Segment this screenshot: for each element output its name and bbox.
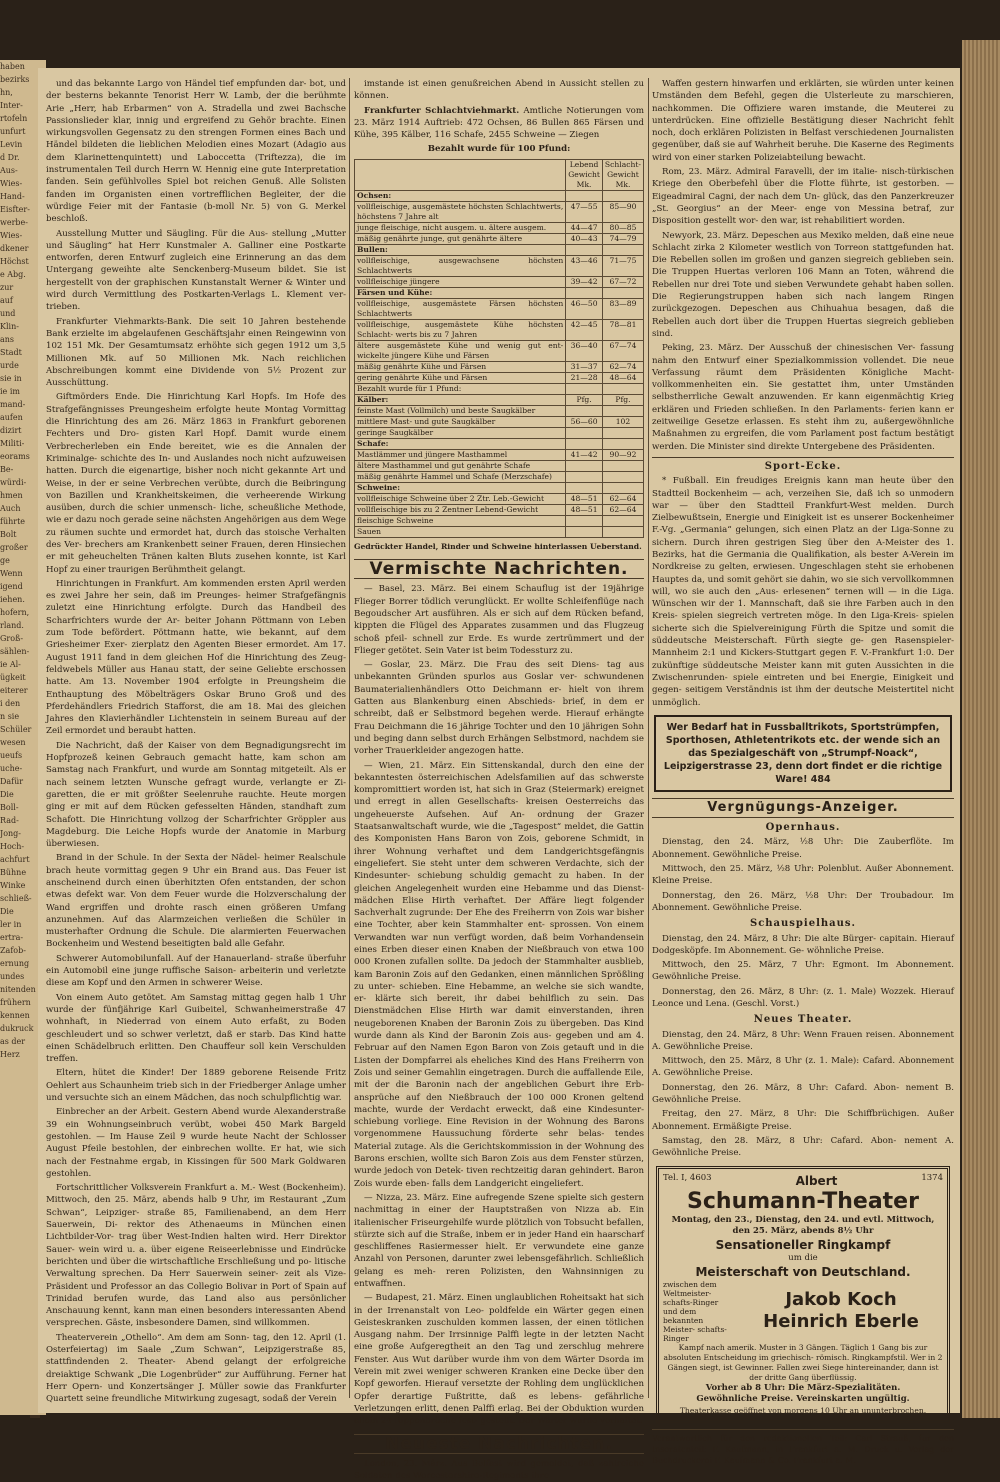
listing-line: Donnerstag, den 26. März, 8 Uhr: (z. 1. Male) Wozzek. Hierauf Leonce und Lena. (Geschl. Vorst.)	[652, 986, 954, 1009]
market-table-row	[355, 449, 644, 460]
prev-page-fragment: ge	[0, 556, 10, 565]
listing-line: Samstag, den 28. März, 8 Uhr: Cafard. Abon- nement A. Gewöhnliche Preise.	[652, 1135, 954, 1159]
prev-page-fragment: sie in	[0, 374, 22, 383]
market-row-live: 21—28	[566, 372, 603, 383]
market-footnote: Gedrückter Handel, Rinder und Schweine hinterlassen Ueberstand.	[354, 541, 642, 551]
amusement-heading: Vergnügungs-Anzeiger.	[652, 798, 954, 818]
article-paragraph: Von einem Auto getötet. Am Samstag mittag gegen halb 1 Uhr wurde der fünfjährige Karl Guibeitel, Schwanheimerstraße 47 wohnhaft, in Niederrad von einem Auto erfaßt, zu Boden geschleudert und so schwer verletzt, daß er starb. Das Kind hatte einen Schädelbruch erlitten. Den Chauffeur soll kein Verschulden treffen.	[46, 992, 346, 1065]
market-table-header	[355, 159, 644, 190]
market-row-live: 56—60	[566, 416, 603, 427]
prev-page-fragment: ernung	[0, 959, 30, 968]
market-row-slaughter: 74—79	[602, 233, 643, 244]
market-row-slaughter: 90—92	[602, 449, 643, 460]
prev-page-fragment: und	[0, 309, 16, 318]
article-paragraph: Ausstellung Mutter und Säugling. Für die Aus- stellung „Mutter und Säugling“ hat Herr Kunstmaler A. Galliner eine Postkarte entworfen, deren Entwurf zugleich eine Erinnerung an das dem Untergang geweihte alte Senckenberg-Museum bildet. Sie ist hergestellt von der graphischen Kunstanstalt Werner & Winter und wird durch Vermittlung des Postkarten-Verlags L. Klement ver- trieben.	[46, 228, 346, 313]
market-table-row	[355, 383, 644, 394]
misc-news-heading: Vermischte Nachrichten.	[354, 559, 644, 579]
prev-page-fragment: Wies-	[0, 231, 23, 240]
market-row-label: ältere ausgemästete Kühe und wenig gut ent- wickelte jüngere Kühe und Färsen	[355, 340, 566, 361]
market-row-label: vollfleischige, ausgemästete Färsen höchsten Schlachtwerts	[355, 298, 566, 319]
prev-page-fragment: dkener	[0, 244, 29, 253]
market-row-label: vollfleischige Schweine über 2 Ztr. Leb.-Gewicht	[355, 493, 566, 504]
market-row-live: 42—45	[566, 319, 603, 340]
market-table-row	[355, 222, 644, 233]
new-theater-listings	[652, 1029, 954, 1160]
market-row-slaughter: 78—81	[602, 319, 643, 340]
telegram-item: Waffen gestern hinwarfen und erklärten, sie würden unter keinen Umständen dem Befehl, gegen die Ulsterleute zu marschieren, nachkommen. Die Offiziere waren imstande, die Meuterei zu unterdrücken. Eine offizielle Bestätigung dieser Nachricht fehlt noch, doch erklären Polizisten in Belfast verschiedenen Journalisten gegenüber, daß sie auf Wahrheit beruhe. Die Kaserne des Regiments wird von einer starken Polizeiabteilung bewacht.	[652, 79, 954, 163]
market-row-slaughter	[602, 287, 643, 298]
market-table-row	[355, 460, 644, 471]
prev-page-fragment: nitenden	[0, 985, 36, 994]
fighters	[739, 1289, 943, 1333]
market-row-label: gering genährte Kühe und Färsen	[355, 372, 566, 383]
market-row-label: vollfleischige, ausgemästete höchsten Schlachtwerts, höchstens 7 Jahre alt	[355, 201, 566, 222]
article-paragraph: Schwerer Automobilunfall. Auf der Hanauerland- straße überfuhr ein Automobil eine junge ruffische Saison- arbeiterin und verletzte diese am Kopf und den Armen in schwerer Weise.	[46, 953, 346, 989]
telegram-item: Peking, 23. März. Der Ausschuß der chinesischen Ver- fassung nahm den Entwurf einer Spezialkommission vollendet. Die neue Verfassung räumt dem Präsidenten Königliche Macht- vollkommenheiten ein. Sie gestattet ihm, unter Umständen selbstherrliche Gewalt anzuwenden. Er kann eigenmächtig Krieg erklären und Frieden schließen. In den Parlaments- ferien kann er zeitweilige Gesetze erlassen. Es steht ihm zu, außergewöhnliche Maßnahmen zu ergreifen, die vom Parlament post factum bestätigt werden. Die Minister sind direkte Untergebene des Präsidenten.	[652, 343, 954, 452]
prev-page-fragment: hmen	[0, 491, 23, 500]
market-row-slaughter: 102	[602, 416, 643, 427]
market-table-row	[355, 201, 644, 222]
market-row-slaughter	[602, 515, 643, 526]
market-row-label: Kälber:	[355, 394, 566, 405]
latest-news-heading: Neueste Nachrichten.	[354, 1434, 644, 1454]
championship-title: Meisterschaft von Deutschland.	[695, 1264, 911, 1279]
news-item: — Goslar, 23. März. Die Frau des seit Diens- tag aus unbekannten Gründen spurlos aus Goslar ver- schwundenen Baumaterialienhändlers Otto Deichmann er- hielt von ihrem Gatten aus Blankenburg einen Abschieds- brief, in dem er schreibt, daß er Selbstmord begehen werde. Hierauf erhängte Frau Deichmann die 16 jährige Tochter und den 10 jährigen Sohn und beging dann selbst durch Erhängen Selbstmord, nachdem sie vorher Trauerkleider angezogen hatte.	[354, 660, 644, 757]
market-row-live	[566, 471, 603, 482]
newspaper-page	[38, 68, 960, 1482]
market-intro	[354, 105, 644, 142]
misc-news	[354, 583, 644, 1427]
market-table-row	[355, 287, 644, 298]
market-header-slaughter: Schlacht- Gewicht Mk.	[602, 159, 643, 190]
market-table-row	[355, 526, 644, 537]
prev-page-fragment: ie Al-	[0, 660, 21, 669]
prev-page-fragment: rtofeln	[0, 114, 28, 123]
prev-page-fragment: Höchst	[0, 257, 29, 266]
prev-page-fragment: eiterer	[0, 686, 28, 695]
strumpf-noack-ad	[654, 715, 952, 792]
market-intro-text: Amtliche Notierungen vom 23. März 1914 Auftrieb: 472 Ochsen, 86 Bullen 865 Färsen und Kühe, 395 Kälber, 116 Schafe, 2455 Schweine — Ziegen	[354, 105, 644, 141]
opera-listings	[652, 836, 954, 914]
market-row-live: 47—55	[566, 201, 603, 222]
telegram-item: Newyork, 23. März. Depeschen aus Mexiko melden, daß eine neue Schlacht zirka 2 Kilometer westlich von Torreon stattgefunden hat. Die Rebellen sollen im großen und ganzen siegreich geblieben sein. Die Truppen Huertas verloren 106 Mann an Toten, während die Rebellen nur drei Tote und sieben Verwundete gehabt haben sollen. Die Regierungstruppen haben sich nach langem Ringen zurückgezogen. Depeschen aus Chihuahua besagen, daß die Rebellen auch dort über die Truppen Huertas siegreich geblieben sind.	[652, 230, 954, 339]
market-table-row	[355, 482, 644, 493]
prev-page-fragment: Aus-	[0, 166, 18, 175]
prev-page-fragment: auf	[0, 296, 13, 305]
market-table-row	[355, 427, 644, 438]
listing-line: Mittwoch, den 25. März, 7 Uhr: Egmont. Im Abonnement. Gewöhnliche Preise.	[652, 960, 954, 983]
market-row-live: Pfg.	[566, 394, 603, 405]
market-table-row	[355, 244, 644, 255]
prev-page-fragment: Hoch-	[0, 842, 25, 851]
prev-page-fragment: werbe-	[0, 218, 28, 227]
article-paragraph: Eltern, hütet die Kinder! Der 1889 geborene Reisende Fritz Oehlert aus Schaunheim trieb sich in der Friedberger Anlage umher und versuchte sich an einem Mädchen, das noch schulpflichtig war.	[46, 1068, 346, 1104]
cattle-market-report	[354, 105, 644, 553]
market-row-label: vollfleischige jüngere	[355, 276, 566, 287]
prev-page-fragment: würdi-	[0, 478, 27, 487]
prev-page-fragment: eorams	[0, 452, 30, 461]
market-row-slaughter	[602, 460, 643, 471]
market-row-slaughter	[602, 190, 643, 201]
prev-page-fragment: n sie	[0, 712, 20, 721]
prev-page-fragment: Jong-	[0, 829, 21, 838]
prev-page-fragment: Hand-	[0, 192, 25, 201]
market-row-slaughter: 80—85	[602, 222, 643, 233]
market-row-label: vollfleischige bis zu 2 Zentner Lebend-Gewicht	[355, 504, 566, 515]
prev-page-fragment: Die	[0, 907, 14, 916]
prev-page-fragment: as der	[0, 1037, 26, 1046]
market-table-row	[355, 190, 644, 201]
market-row-live	[566, 460, 603, 471]
market-row-slaughter	[602, 471, 643, 482]
column-3	[652, 78, 954, 1465]
market-row-label: Sauen	[355, 526, 566, 537]
prev-page-fragment: achfurt	[0, 855, 30, 864]
market-row-slaughter: 67—72	[602, 276, 643, 287]
prev-page-fragment: Dafür	[0, 777, 24, 786]
article-paragraph: Theaterverein „Othello“. Am dem am Sonn- tag, den 12. April (1. Osterfeiertag) im Saale „Zum Schwan“, Leipzigerstraße 85, stattfindenden 2. Theater- Abend gelangt der erfolgreiche dreiaktige Schwank „Die Logenbrüder“ zur Aufführung. Ferner hat Herr Opern- und Konzertsänger J. Müller sowie das Frankfurter Quartett seine freundliche Mitwirkung zugesagt, sodaß der Verein	[46, 1332, 346, 1405]
market-row-label: vollfleischige, ausgemästete Kühe höchsten Schlacht- werts bis zu 7 Jahren	[355, 319, 566, 340]
market-row-slaughter: 62—64	[602, 504, 643, 515]
prev-page-fragment: zur	[0, 283, 14, 292]
market-row-slaughter: 62—64	[602, 493, 643, 504]
market-table-row	[355, 298, 644, 319]
market-row-slaughter: 67—74	[602, 340, 643, 361]
market-row-slaughter	[602, 383, 643, 394]
market-row-label: mäßig genährte junge, gut genährte ältere	[355, 233, 566, 244]
fighter-2: Heinrich Eberle	[763, 1311, 919, 1333]
market-row-live	[566, 427, 603, 438]
prev-page-fragment: Bühne	[0, 868, 27, 877]
market-row-live: 44—47	[566, 222, 603, 233]
article-paragraph: Die Nachricht, daß der Kaiser von dem Begnadigungsrecht im Hopfprozeß keinen Gebrauch gemacht hatte, kam schon am Samstag nach Frankfurt, und wurde am Sonntag mitgeteilt. Als er nach seinem letzten Wunsche gefragt wurde, verlangte er Zi- garetten, die er mit größter Seelenruhe rauchte. Heute morgen ging er mit auf dem Rücken gefesselten Händen, standhaft zum Schafott. Die Hinrichtung vollzog der Scharfrichter Gröppler aus Magdeburg. Die Leiche Hopfs wurde der Anatomie in Marburg überwiesen.	[46, 740, 346, 850]
market-row-label: junge fleischige, nicht ausgem. u. ältere ausgem.	[355, 222, 566, 233]
market-row-slaughter	[602, 526, 643, 537]
news-item: — Basel, 23. März. Bei einem Schauflug ist der 19jährige Flieger Borrer tödlich verunglückt. Er wollte Schleifenflüge nach Begoudscher Art ausführen. Als er sich auf dem Rücken befand, kippten die Flügel des Apparates zusammen und das Flugzeug schoß pfeil- schnell zur Erde. Es wurde zertrümmert und der Flieger getötet. Sein Vater ist beim Todessturz zu.	[354, 584, 644, 656]
prev-page-fragment: Rad-	[0, 816, 19, 825]
news-item: — Wien, 21. März. Ein Sittenskandal, durch den eine der bekanntesten österreichischen Adelsfamilien auf das schwerste kompromittiert worden ist, hat sich in Graz (Steiermark) ereignet und erregt in allen Gesellschafts- kreisen Oesterreichs das ungeheuerste Aufsehen. Auf An- ordnung der Grazer Staatsanwaltschaft wurde, wie die „Tagespost“ meldet, die Gattin des Komponisten Hans Baron von Zois, geborene Schmidt, in ihrer Wohnung verhaftet und dem Landgerichtsgefängnis eingeliefert. Sie steht unter dem schweren Verdachte, sich der Kindesunter- schiebung schuldig gemacht zu haben. In der gleichen Angelegenheit wurden eine Hebamme und das Dienst- mädchen Elise Hirth verhaftet. Der Affäre liegt folgender Sachverhalt zugrunde: Der Ehe des Freiherrn von Zois war bisher eine Tochter, aber kein Stammhalter ent- sprossen. Von einem Verwandten war nun verfügt worden, daß beim Vorhandensein eines Erben dieser einen Knaben der Nießbrauch von etwa 100 000 Kronen zufallen sollte. Da jedoch der Stammhalter ausblieb, kam Baronin Zois auf den Gedanken, einen männlichen Sprößling zu unter- schieben. Eine Hebamme, an welche sie sich wandte, er- klärte sich bereit, ihr dabei behilflich zu sein. Das Dienstmädchen Elise Hirth war damit einverstanden, ihren neugeborenen Knaben der Baronin Zois zu übergeben. Das Kind wurde dann als Kind der Baronin Zois aus- gegeben und am 4. Februar auf den Namen Egon Baron von Zois getauft und in die Listen der Dompfarrei als eheliches Kind des Hans Freiherrn von Zois und seiner Gemahlin eingetragen. Durch die auffallende Eile, mit der die Baronin nach der angeblichen Geburt ihre Erb- ansprüche auf den Nießbrauch der 100 000 Kronen geltend machte, wurde der Verdacht erweckt, daß eine Kindesunter- schiebung vorliege. Eine Revision in der Wohnung des Barons vorgenommene Haussuchung förderte sehr belas- tendes Material zutage. Als die Gerichtskommission in der Wohnung des Barons erschien, wollte sich Baron Zois aus dem Fenster stürzen, wurde jedoch von Detek- tiven rechtzeitig daran gehindert. Baron Zois wurde eben- falls dem Landgericht eingeliefert.	[354, 760, 644, 1189]
prev-page-fragment: Die	[0, 790, 14, 799]
market-table-row	[355, 471, 644, 482]
market-row-slaughter: 71—75	[602, 255, 643, 276]
prev-page-fragment: Klin-	[0, 322, 19, 331]
market-title: Frankfurter Schlachtviehmarkt.	[364, 105, 520, 116]
box-office: Theaterkasse geöffnet von morgens 10 Uhr an ununterbrochen.	[679, 1405, 927, 1415]
market-row-label: mäßig genährte Hammel und Schafe (Merzschafe)	[355, 471, 566, 482]
market-row-live	[566, 287, 603, 298]
fighters-row	[663, 1280, 943, 1343]
ad-telephone: Tel. I, 4603	[663, 1172, 712, 1183]
prev-page-fragment: hofern,	[0, 608, 30, 617]
prev-page-fragment: uche-	[0, 764, 23, 773]
article-continuation: imstande ist einen genußreichen Abend in Aussicht stellen zu können.	[354, 79, 644, 102]
market-table-row	[355, 416, 644, 427]
prev-page-fragment: führte	[0, 517, 26, 526]
market-row-live	[566, 383, 603, 394]
listing-line: Mittwoch, den 25. März, 8 Uhr (z. 1. Male): Cafard. Abonnement A. Gewöhnliche Preise.	[652, 1056, 954, 1079]
imprint: Verantwortlich für den redaktionellen Teil: Carl Strauß, für den Inseratenteil: F. Kaufmann, in Frankfurt a. M. Druck u. Verlag der Buchdruckerei F. Kaufmann & Co. Frankfurt a. M.	[652, 1429, 954, 1466]
prev-page-fragment: Bolt	[0, 530, 17, 539]
latest-news-paragraph: London, 23. März. Aus Belfast wird gemeldet, daß zahlreiche Soldaten des Worcestershire-Regiments ihre	[354, 1458, 644, 1482]
market-table-row	[355, 255, 644, 276]
market-table-row	[355, 515, 644, 526]
article-paragraph: Giftmörders Ende. Die Hinrichtung Karl Hopfs. Im Hofe des Strafgefängnisses Preungesheim erfolgte heute Montag Vormittag die Hinrichtung des am 26. März 1863 in Frankfurt geborenen Fechters und Dro- gisten Karl Hopf. Damit wurde einem Verbrecherleben ein Ende bereitet, wie es die Annalen der Kriminalge- schichte des In- und Auslandes noch nicht aufzuweisen hatten. Durch die eigenartige, bisher noch nicht gekannte Art und Weise, in der er seine Verbrechen verübte, durch die Beibringung von Bazillen und Krankheitskeimen, die verheerende Wirkung ausüben, durch die schier unmensch- liche, scheußliche Methode, wie er dazu noch gerade seine nächsten Angehörigen aus dem Wege zu räumen suchte und ermordet hat, durch das stoische Verhalten des Ver- brechers am Krankenbett seiner Frauen, deren Hinsiechen er mit geheuchelten Tränen kalten Bluts zusehen konnte, ist Karl Hopf zu einer traurigen Berühmtheit gelangt.	[46, 392, 346, 575]
market-row-label: Schafe:	[355, 438, 566, 449]
theater-name: Schumann-Theater	[687, 1188, 919, 1214]
prev-page-fragment: ueufs	[0, 751, 23, 760]
market-row-label: mäßig genährte Kühe und Färsen	[355, 361, 566, 372]
prev-page-fragment: dukruck	[0, 1024, 34, 1033]
market-row-live: 48—51	[566, 504, 603, 515]
ad-text: Wer Bedarf hat in Fussballtrikots, Sportstrümpfen, Sporthosen, Athletentrikots etc. der wende sich an das Spezialgeschäft von „Strumpf-Noack“, Leipzigerstrasse 23, denn dort findet er die richtige Ware! 484	[663, 721, 943, 785]
telegram-item: Rom, 23. März. Admiral Faravelli, der im italie- nisch-türkischen Kriege den Oberbefehl über die Flotte führte, ist gestorben. — Eigeadmiral Cagni, der nach dem Un- glück, das den Panzerkreuzer „St. Georgius“ an der Meer- enge von Messina betraf, zur Disposition gestellt wor- den war, ist rehabilitiert worden.	[652, 167, 954, 227]
column-1	[46, 78, 346, 1405]
listing-line: Mittwoch, den 25. März, ½8 Uhr: Polenblut. Außer Abonnement. Kleine Preise.	[652, 864, 954, 887]
market-row-label: Mastlämmer und jüngere Masthammel	[355, 449, 566, 460]
prev-page-fragment: bezirks	[0, 75, 30, 84]
market-row-slaughter: 48—64	[602, 372, 643, 383]
prev-page-fragment: d Dr.	[0, 153, 20, 162]
prev-page-fragment: urde	[0, 361, 19, 370]
market-row-live: 36—40	[566, 340, 603, 361]
prev-page-fragment: Groß-	[0, 634, 24, 643]
prev-page-fragment: Inter-	[0, 101, 23, 110]
prev-page-fragment: ügkeit	[0, 673, 26, 682]
prev-page-fragment: kennen	[0, 1011, 30, 1020]
sport-heading: Sport-Ecke.	[652, 457, 954, 473]
ad-header-row	[663, 1173, 943, 1189]
market-table-row	[355, 372, 644, 383]
prev-page-fragment: schließ-	[0, 894, 32, 903]
market-row-live	[566, 438, 603, 449]
market-row-slaughter	[602, 405, 643, 416]
prev-page-fragment: e Abg.	[0, 270, 26, 279]
article-paragraph: Einbrecher an der Arbeit. Gestern Abend wurde Alexanderstraße 39 ein Wohnungseinbruch verübt, wobei 450 Mark Bargeld gestohlen. — Im Hause Zeil 9 wurde heute Nacht der Schlosser August Pfeile bestohlen, der einbrechen wollte. Er hat, wie sich nach der Festnahme ergab, in Kissingen für 500 Mark Goldwaren gestohlen.	[46, 1107, 346, 1179]
market-table-row	[355, 340, 644, 361]
market-table-row	[355, 319, 644, 340]
new-theater-heading: Neues Theater.	[753, 1014, 853, 1026]
prev-page-fragment: ans	[0, 335, 15, 344]
sport-paragraph: * Fußball. Ein freudiges Ereignis kann man heute über den Stadtteil Bockenheim — ach, verzeihen Sie, daß ich so unmodern war — über den Stadtteil Frankfurt-West melden. Durch Zielbewußtsein, Energie und Einigkeit ist es unserer Bockenheimer F.-Vg. „Germania“ gelungen, sich einen Platz an der Liga-Sonne zu sichern. Durch ihren gestrigen Sieg über den A-Meister des 1. Bezirks, hat die Germania die Qualifikation, als bester A-Verein im Nordkreise zu gelten, erwiesen. Ungeschlagen steht sie erhobenen Hauptes da, und somit gehört sie dahin, wo sie sich vervollkommnen will, wo sie auch den „Aus- erlesenen“ ternen will — in die Liga. Wünschen wir der 1. Mannschaft, daß sie ihre Farben auch in den Kreis- spielen siegreich vertreten möge. In den Liga-Kreis- spielen sicherte sich die Spielvereinigung Fürth die Spitze und somit die süddeutsche Meisterschaft. Fürth siegte ge- gen Rasenspieler-Mannheim 2:1 und Kickers-Stuttgart gegen F. V.-Frankfurt 1:0. Der zukünftige süddeutsche Meister kann mit guten Aussichten in die Zwischenrunden- spiele eintreten und bei Energie, Einigkeit und gegen- seitigem Verständnis ist ihm der deutsche Meistertitel nicht unmöglich.	[652, 476, 954, 708]
market-row-slaughter	[602, 482, 643, 493]
listing-line: Freitag, den 27. März, 8 Uhr: Die Schiffbrüchigen. Außer Abonnement. Ermäßigte Preise.	[652, 1109, 954, 1132]
opera-heading: Opernhaus.	[765, 822, 841, 834]
listing-line: Dienstag, den 24. März, ½8 Uhr: Die Zauberflöte. Im Abonnement. Gewöhnliche Preise.	[652, 837, 954, 860]
market-row-live: 46—50	[566, 298, 603, 319]
playhouse-listings	[652, 933, 954, 1011]
market-row-live	[566, 405, 603, 416]
prev-page-fragment: ertra-	[0, 933, 24, 942]
column-2	[354, 78, 645, 1482]
article-paragraph: Frankfurter Viehmarkts-Bank. Die seit 10 Jahren bestehende Bank erzielte im abgelaufenen Geschäftsjahr einen Reingewinn von 102 151 Mk. Der Gesamtumsatz erhöhte sich gegen 1912 um 3,5 Millionen Mk. auf 50 Millionen Mk. Nach reichlichen Abschreibungen kommt eine Dividende von 5½ Prozent zur Ausschüttung.	[46, 316, 346, 389]
market-row-label: Färsen und Kühe:	[355, 287, 566, 298]
market-row-live: 48—51	[566, 493, 603, 504]
prev-page-fragment: unfurt	[0, 127, 26, 136]
market-table	[354, 159, 644, 538]
prev-page-fragment: Militi-	[0, 439, 25, 448]
fighter-1: Jakob Koch	[785, 1289, 897, 1311]
market-row-live	[566, 515, 603, 526]
prev-page-fragment: wesen	[0, 738, 26, 747]
market-row-label: mittlere Mast- und gute Saugkälber	[355, 416, 566, 427]
telegrams	[652, 78, 954, 453]
market-row-label: ältere Masthammel und gut genährte Schafe	[355, 460, 566, 471]
prev-page-fragment: Wies-	[0, 179, 23, 188]
article-paragraph: Brand in der Schule. In der Sexta der Nädel- heimer Realschule brach heute vormittag gegen 9 Uhr ein Brand aus. Das Feuer ist anscheinend durch einen überhitzten Ofen entstanden, der schon etwas defekt war. Von dem Feuer wurde die Holzverschalung der Wand ergriffen und drohte rasch einen größeren Umfang anzunehmen. Auf das Alarmzeichen verließen die Schüler in musterhafter Ordnung die Schule. Die alarmierten Feuerwachen Bockenheim und Westend beseitigten bald alle Gefahr.	[46, 853, 346, 950]
playhouse-heading: Schauspielhaus.	[749, 918, 857, 930]
market-table-row	[355, 438, 644, 449]
news-item: — Nizza, 23. März. Eine aufregende Szene spielte sich gestern nachmittag in einer der Hauptstraßen von Nizza ab. Ein italienischer Friseurgehilfe wurde plötzlich von Tobsucht befallen, stürzte sich auf die Straße, inbem er in jeder Hand ein haarscharf geschliffenes Rasiermesser hielt. Er verwundete eine ganze Anzahl von Personen, darunter zwei lebensgefährlich. Schließlich gelang es meh- reren Polizisten, den Wahnsinnigen zu entwaffnen.	[354, 1192, 645, 1289]
prev-page-fragment: mand-	[0, 400, 26, 409]
prev-page-fragment: dizirt	[0, 426, 22, 435]
market-table-row	[355, 233, 644, 244]
market-paid-line: Bezahlt wurde für 100 Pfund:	[427, 144, 571, 155]
market-row-slaughter: 85—90	[602, 201, 643, 222]
prev-page-fragment: aufen	[0, 413, 23, 422]
prev-page-fragment: haben	[0, 62, 25, 71]
page-stack-edge	[962, 40, 1000, 1418]
prev-page-fragment: Stadt	[0, 348, 22, 357]
listing-line: Donnerstag, den 26. März, ½8 Uhr: Der Troubadour. Im Abonnement. Gewöhnliche Preise.	[652, 890, 954, 913]
prev-page-fragment: Schüler	[0, 725, 32, 734]
market-row-live	[566, 190, 603, 201]
market-row-slaughter: 62—74	[602, 361, 643, 372]
prev-page-fragment: ie im	[0, 387, 20, 396]
ad-number: 1374	[921, 1172, 943, 1183]
market-row-live	[566, 526, 603, 537]
market-row-label: Bezahlt wurde für 1 Pfund:	[355, 383, 566, 394]
prev-page-fragment: großer	[0, 543, 28, 552]
event-title: Sensationeller Ringkampf	[715, 1237, 891, 1252]
market-header-live: Lebend Gewicht Mk.	[566, 159, 603, 190]
event-dates: Montag, den 23., Dienstag, den 24. und evtl. Mittwoch, den 25. März, abends 8½ Uhr	[671, 1214, 935, 1236]
column-rule	[648, 78, 649, 1398]
market-row-label: fleischige Schweine	[355, 515, 566, 526]
prev-page-fragment: hn,	[0, 88, 13, 97]
market-row-live: 31—37	[566, 361, 603, 372]
article-paragraph: Fortschrittlicher Volksverein Frankfurt a. M.- West (Bockenheim). Mittwoch, den 25. März, abends halb 9 Uhr, im Restaurant „Zum Schwan“, Leipziger- straße 85, Familienabend, an dem Herr Sauerwein, Di- rektor des Athenaeums in München einen Lichtbilder-Vor- trag über West-Indien halten wird. Herr Direktor Sauer- wein wird u. a. über eigene Reiseerlebnisse und Eindrücke berichten und über die wirtschaftliche Erschließung und po- litische Verwaltung sprechen. Da Herr Sauerwein seiner- zeit als Vize-Präsident und Professor an das Collegio Bolivar in Port of Spain auf Trinidad berufen wurde, das Land also aus persönlicher Anschauung kennt, kann man einen besonders interessanten Abend versprechen. Gäste, insbesondere Damen, sind willkommen.	[46, 1183, 346, 1329]
market-table-row	[355, 504, 644, 515]
prev-page-fragment: Wenn	[0, 569, 23, 578]
market-row-slaughter	[602, 438, 643, 449]
market-row-live: 41—42	[566, 449, 603, 460]
market-row-label: vollfleischige, ausgewachsene höchsten Schlachtwerts	[355, 255, 566, 276]
market-row-live: 39—42	[566, 276, 603, 287]
prev-page-fragment: Zafob-	[0, 946, 26, 955]
prev-page-fragment: Winke	[0, 881, 26, 890]
fight-rules: Kampf nach amerik. Muster in 3 Gängen. Täglich 1 Gang bis zur absoluten Entscheidung im griechisch- römisch. Ringkampfstil. Wer in 2 Gängen siegt, ist Gewinner. Fallen zwei Siege hintereinander, dann ist der dritte Gang überflüssig.	[663, 1342, 943, 1382]
market-table-row	[355, 276, 644, 287]
listing-line: Dienstag, den 24. März, 8 Uhr: Wenn Frauen reisen. Abonnement A. Gewöhnliche Preise.	[652, 1029, 954, 1052]
market-row-live: 40—43	[566, 233, 603, 244]
market-row-label: Schweine:	[355, 482, 566, 493]
market-header-blank	[355, 159, 566, 190]
prev-page-fragment: undes	[0, 972, 25, 981]
prev-page-fragment: Boll-	[0, 803, 19, 812]
before-show: Vorher ab 8 Uhr: Die März-Spezialitäten.	[705, 1382, 901, 1393]
schumann-theater-ad	[656, 1166, 950, 1423]
market-table-row	[355, 394, 644, 405]
prev-page-fragment: frühern	[0, 998, 31, 1007]
market-row-slaughter	[602, 244, 643, 255]
um-die: um die	[788, 1252, 818, 1263]
ad-owner: Albert	[795, 1173, 838, 1188]
market-row-live	[566, 244, 603, 255]
news-item: — Budapest, 21. März. Einen unglaublichen Roheitsakt hat sich in der Irrenanstalt von Leo- poldfelde ein Wärter gegen einen Geisteskranken zuschulden kommen lassen, der einen tötlichen Ausgang nahm. Der Irrsinnige Palffi legte in der letzten Nacht eine große Aufgeregtheit an den Tag und zerschlug mehrere Fenster. Aus Wut darüber wurde ihm von dem Wärter Dsorda im Verein mit zwei weniger schweren Kranken eine Decke über den Kopf geworfen. Hierauf versetzte der Rohling dem unglücklichen Opfer derartige Fußtritte, daß es lebens- gefährliche Verletzungen erlitt, denen Palffi erlag. Bei der Obduktion wurden allein 24 Rippenbrüche fest- gestellt. Der Wärter wurde verhaftet.	[354, 1293, 644, 1427]
prev-page-fragment: Herz	[0, 1050, 20, 1059]
prev-page-fragment: iehen.	[0, 595, 25, 604]
fighters-intro: zwischen dem Weltmeister- schafts-Ringer und dem bekannten Meister- schafts-Ringer	[663, 1279, 727, 1343]
market-table-row	[355, 361, 644, 372]
prev-page-fragment: sählen-	[0, 647, 30, 656]
market-row-label: Bullen:	[355, 244, 566, 255]
market-row-live	[566, 482, 603, 493]
market-row-label: feinste Mast (Vollmilch) und beste Saugkälber	[355, 405, 566, 416]
listing-line: Dienstag, den 24. März, 8 Uhr: Die alte Bürger- capitain. Hierauf Dodgesköpfe. Im Abonnement. Ge- wöhnliche Preise.	[652, 933, 954, 956]
market-row-slaughter: 83—89	[602, 298, 643, 319]
market-table-row	[355, 405, 644, 416]
market-table-row	[355, 493, 644, 504]
market-row-slaughter: Pfg.	[602, 394, 643, 405]
prev-page-fragment: i den	[0, 699, 21, 708]
prev-page-fragment: Be-	[0, 465, 14, 474]
prev-page-fragment: rland.	[0, 621, 24, 630]
article-paragraph: Hinrichtungen in Frankfurt. Am kommenden ersten April werden es zwei Jahre her sein, daß im Preunges- heimer Strafgefängnis zuletzt eine Hinrichtung erfolgte. Durch das Handbeil des Scharfrichters wurde der Ar- beiter Johann Pöttmann von Leben zum Tode befördert. Pöttmann hatte, wie bekannt, auf dem Griesheimer Exer- zierplatz den Agenten Bieser ermordet. Am 17. August 1911 fand in dem gleichen Hof die Hinrichtung des Zeug- feldwebels Müller aus Hanau statt, der seine Geliebte erschossen hatte. Am 13. November 1904 erfolgte in Preungsheim die Enthauptung des Möbelträgers Oskar Bruno Groß und des Pferdehändlers Friedrich Stafforst, die am 18. Mai des gleichen Jahres den Klavierhändler Lichtenstein in seinem Bureau auf der Zeil ermordet und beraubt hatten.	[46, 578, 346, 737]
prev-page-fragment: Levin	[0, 140, 23, 149]
market-row-label: geringe Saugkälber	[355, 427, 566, 438]
listing-line: Donnerstag, den 26. März, 8 Uhr: Cafard. Abon- nement B. Gewöhnliche Preise.	[652, 1082, 954, 1106]
prices: Gewöhnliche Preise. Vereinskarten ungültig.	[696, 1393, 910, 1404]
prev-page-fragment: Auch	[0, 504, 21, 513]
market-row-live: 43—46	[566, 255, 603, 276]
market-row-slaughter	[602, 427, 643, 438]
prev-page-fragment: igend	[0, 582, 23, 591]
article-paragraph: und das bekannte Largo von Händel tief empfunden dar- bot, und der besterns bekannte Tenorist Herr W. Lamb, der die berühmte Arie „Herr, hab Erbarmen“ von A. Stradella und zwei Bachsche Passionslieder klar, innig und ergreifend zu Gehör brachte. Einen wirkungsvollen Gegensatz zu den strengen Formen eines Bach und Händel bildeten die lieblichen Melodien eines Mozart (Adagio aus dem Klarinettenquintett) und Laboccetta (Triftezza), die im instrumentalen Teil durch Herrn W. Hennig eine gute Interpretation fanden. Sein gefühlvolles Spiel bot reichen Genuß. Alle Solisten fanden im Organisten einen vortrefflichen Begleiter, der die würdige Feier mit der Fantasie (b-moll Nr. 5) von G. Merkel beschloß.	[46, 79, 346, 225]
market-row-label: Ochsen:	[355, 190, 566, 201]
prev-page-fragment: Eisfter-	[0, 205, 30, 214]
column-rule	[349, 78, 350, 1398]
prev-page-fragment: ler in	[0, 920, 22, 929]
